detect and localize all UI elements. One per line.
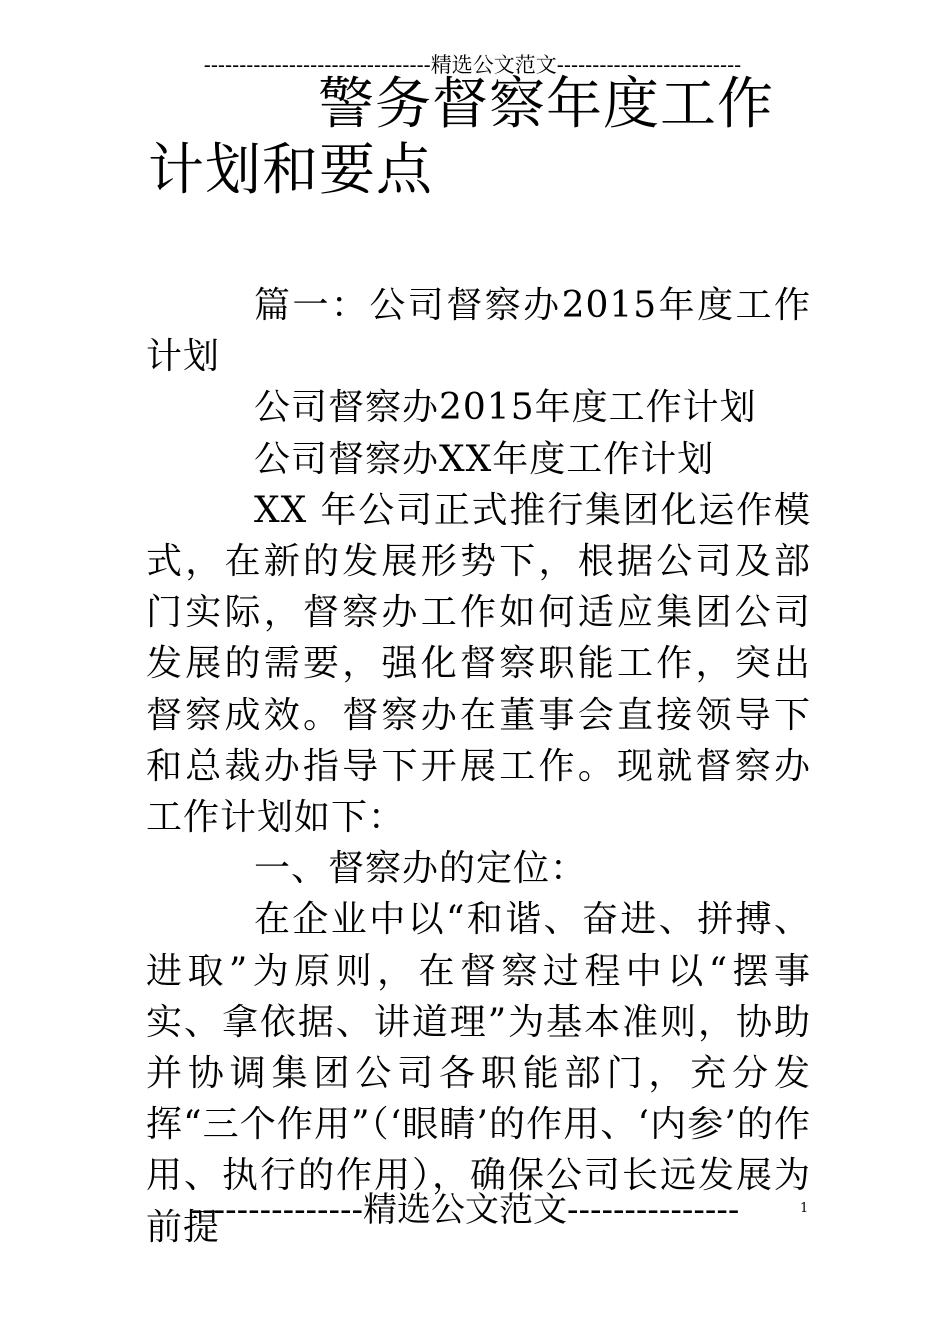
paragraph-positioning: 在企业中以“和谐、奋进、拼搏、进取”为原则，在督察过程中以“摆事实、拿依据、讲道理”为基本准则，协助并协调集团公司各职能部门，充分发挥“三个作用”（‘眼睛’的作用、‘内参’的作用、执行的作用），确保公司长远发展为前提 xyxy=(146,899,811,1248)
paragraph-intro: XX 年公司正式推行集团化运作模式，在新的发展形势下，根据公司及部门实际，督察办工作如何适应集团公司发展的需要，强化督察职能工作，突出督察成效。督察办在董事会直接领导下和总裁办指导下开展工作。现就督察办工作计划如下： xyxy=(146,489,811,839)
paragraph-subtitle-2: 公司督察办XX年度工作计划 xyxy=(254,438,715,480)
paragraph-subtitle-1: 公司督察办2015年度工作计划 xyxy=(254,387,757,429)
page-footer: ---------------精选公文范文--------------- xyxy=(190,1190,740,1230)
paragraph-section-heading: 篇一：公司督察办2015年度工作计划 xyxy=(146,285,811,378)
document-body xyxy=(146,280,811,1253)
title-line-1: 警务督察年度工作 xyxy=(318,72,774,137)
document-title xyxy=(148,72,828,204)
paragraph-heading-positioning: 一、督察办的定位： xyxy=(254,848,588,890)
page-header: --------------------------------精选公文范文-------------------------- xyxy=(203,53,742,77)
page-number: 1 xyxy=(800,1201,809,1216)
title-line-2: 计划和要点 xyxy=(148,138,433,203)
